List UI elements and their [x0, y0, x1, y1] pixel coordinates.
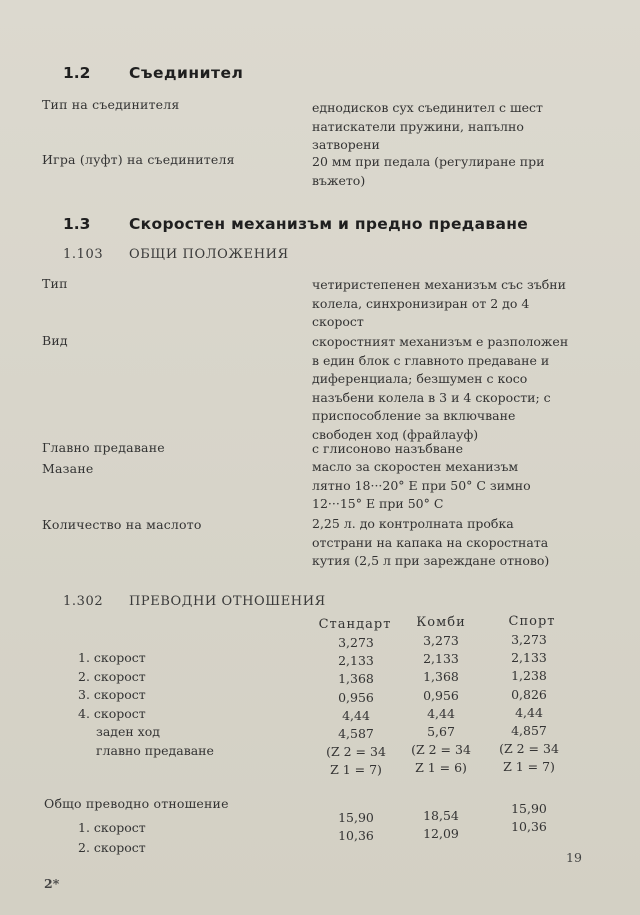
cell: 2,133 — [423, 651, 459, 667]
cell: 4,587 — [338, 726, 374, 742]
oil-quantity-label: Количество на маслото — [42, 517, 202, 532]
row-label-gear-2: 2. скорост — [78, 668, 146, 684]
printer-signature: 2* — [44, 876, 60, 891]
total-column-sport — [489, 800, 569, 836]
ratio-row-labels — [78, 649, 214, 761]
row-label-gear-1: 1. скорост — [78, 650, 146, 665]
subsection-number: 1.103 — [63, 247, 104, 262]
gearbox-type-value: четиристепенен механизъм със зъбни колела, синхронизиран от 2 до 4 скорост — [312, 277, 566, 329]
cell: 5,67 — [427, 724, 455, 740]
row-label-main-drive: главно предаване — [96, 742, 214, 758]
total-row-labels — [78, 818, 146, 858]
lubrication-value: масло за скоростен механизъм лятно 18···20° Е при 50° С зимно 12···15° Е при 50° С — [312, 459, 531, 511]
column-header-standard: Стандарт — [318, 617, 392, 632]
cell: 4,44 — [427, 705, 455, 721]
gearbox-kind-label: Вид — [42, 333, 68, 348]
cell: Z 1 = 7) — [330, 762, 382, 778]
cell: (Z 2 = 34 — [499, 741, 559, 757]
cell: 1,238 — [511, 668, 547, 684]
cell: 1,368 — [423, 669, 459, 685]
total-ratio-title: Общо преводно отношение — [44, 796, 229, 811]
cell: 1,368 — [338, 671, 374, 687]
total-label-gear-2: 2. скорост — [78, 840, 146, 855]
cell: 15,90 — [338, 810, 374, 825]
cell: 15,90 — [511, 801, 547, 816]
cell: 18,54 — [423, 808, 459, 823]
gearbox-kind-value: скоростният механизъм е разположен в един блок с главното предаване и диференциала; безшумен с косо назъбени колела в 3 и 4 скорости; с приспособление за включване свободен ход (фрайлауф) — [312, 334, 569, 442]
lubrication-label: Мазане — [42, 461, 94, 476]
page-number: 19 — [566, 850, 582, 865]
cell: (Z 2 = 34 — [326, 744, 386, 760]
clutch-play-label: Игра (луфт) на съединителя — [42, 152, 235, 167]
gearbox-type-label: Тип — [42, 276, 68, 291]
cell: 12,09 — [423, 826, 459, 842]
cell: 3,273 — [511, 632, 547, 647]
cell: 4,44 — [342, 707, 370, 723]
cell: 3,273 — [338, 635, 374, 650]
cell: (Z 2 = 34 — [411, 742, 471, 758]
row-label-gear-3: 3. скорост — [78, 687, 146, 703]
total-column-kombi — [401, 807, 481, 843]
main-drive-value: с глисоново назъбване — [312, 441, 464, 456]
cell: 10,36 — [511, 819, 547, 835]
section-title: Съединител — [129, 64, 244, 82]
cell: 0,956 — [338, 689, 374, 705]
total-column-standard — [316, 809, 396, 845]
cell: 2,133 — [338, 653, 374, 669]
cell: 4,44 — [515, 704, 543, 720]
column-sport — [489, 631, 569, 777]
cell: 0,826 — [511, 686, 547, 702]
section-number: 1.3 — [63, 215, 91, 233]
cell: 2,133 — [511, 650, 547, 666]
column-standard — [316, 634, 396, 780]
section-title: Скоростен механизъм и предно предаване — [129, 215, 529, 233]
column-kombi — [401, 632, 481, 778]
clutch-play-value: 20 мм при педала (регулиране при въжето) — [312, 154, 545, 188]
main-drive-label: Главно предаване — [42, 440, 165, 455]
row-label-reverse: заден ход — [96, 724, 160, 740]
cell: 4,857 — [511, 723, 547, 739]
subsection-title: ОБЩИ ПОЛОЖЕНИЯ — [129, 247, 289, 262]
oil-quantity-value: 2,25 л. до контролната пробка отстрани на капака на скоростната кутия (2,5 л при зареждане отново) — [312, 516, 550, 568]
subsection-title: ПРЕВОДНИ ОТНОШЕНИЯ — [129, 594, 326, 609]
clutch-type-value: еднодисков сух съединител с шест натискатели пружини, напълно затворени — [312, 100, 543, 152]
cell: 0,956 — [423, 687, 459, 703]
total-label-gear-1: 1. скорост — [78, 820, 146, 835]
column-header-sport: Спорт — [508, 614, 556, 629]
column-header-kombi: Комби — [416, 615, 466, 630]
cell: 10,36 — [338, 828, 374, 844]
section-number: 1.2 — [63, 64, 91, 82]
cell: Z 1 = 7) — [503, 759, 555, 775]
clutch-type-label: Тип на съединителя — [42, 97, 180, 112]
cell: Z 1 = 6) — [415, 760, 467, 776]
cell: 3,273 — [423, 633, 459, 648]
subsection-number: 1.302 — [63, 594, 104, 609]
row-label-gear-4: 4. скорост — [78, 705, 146, 721]
